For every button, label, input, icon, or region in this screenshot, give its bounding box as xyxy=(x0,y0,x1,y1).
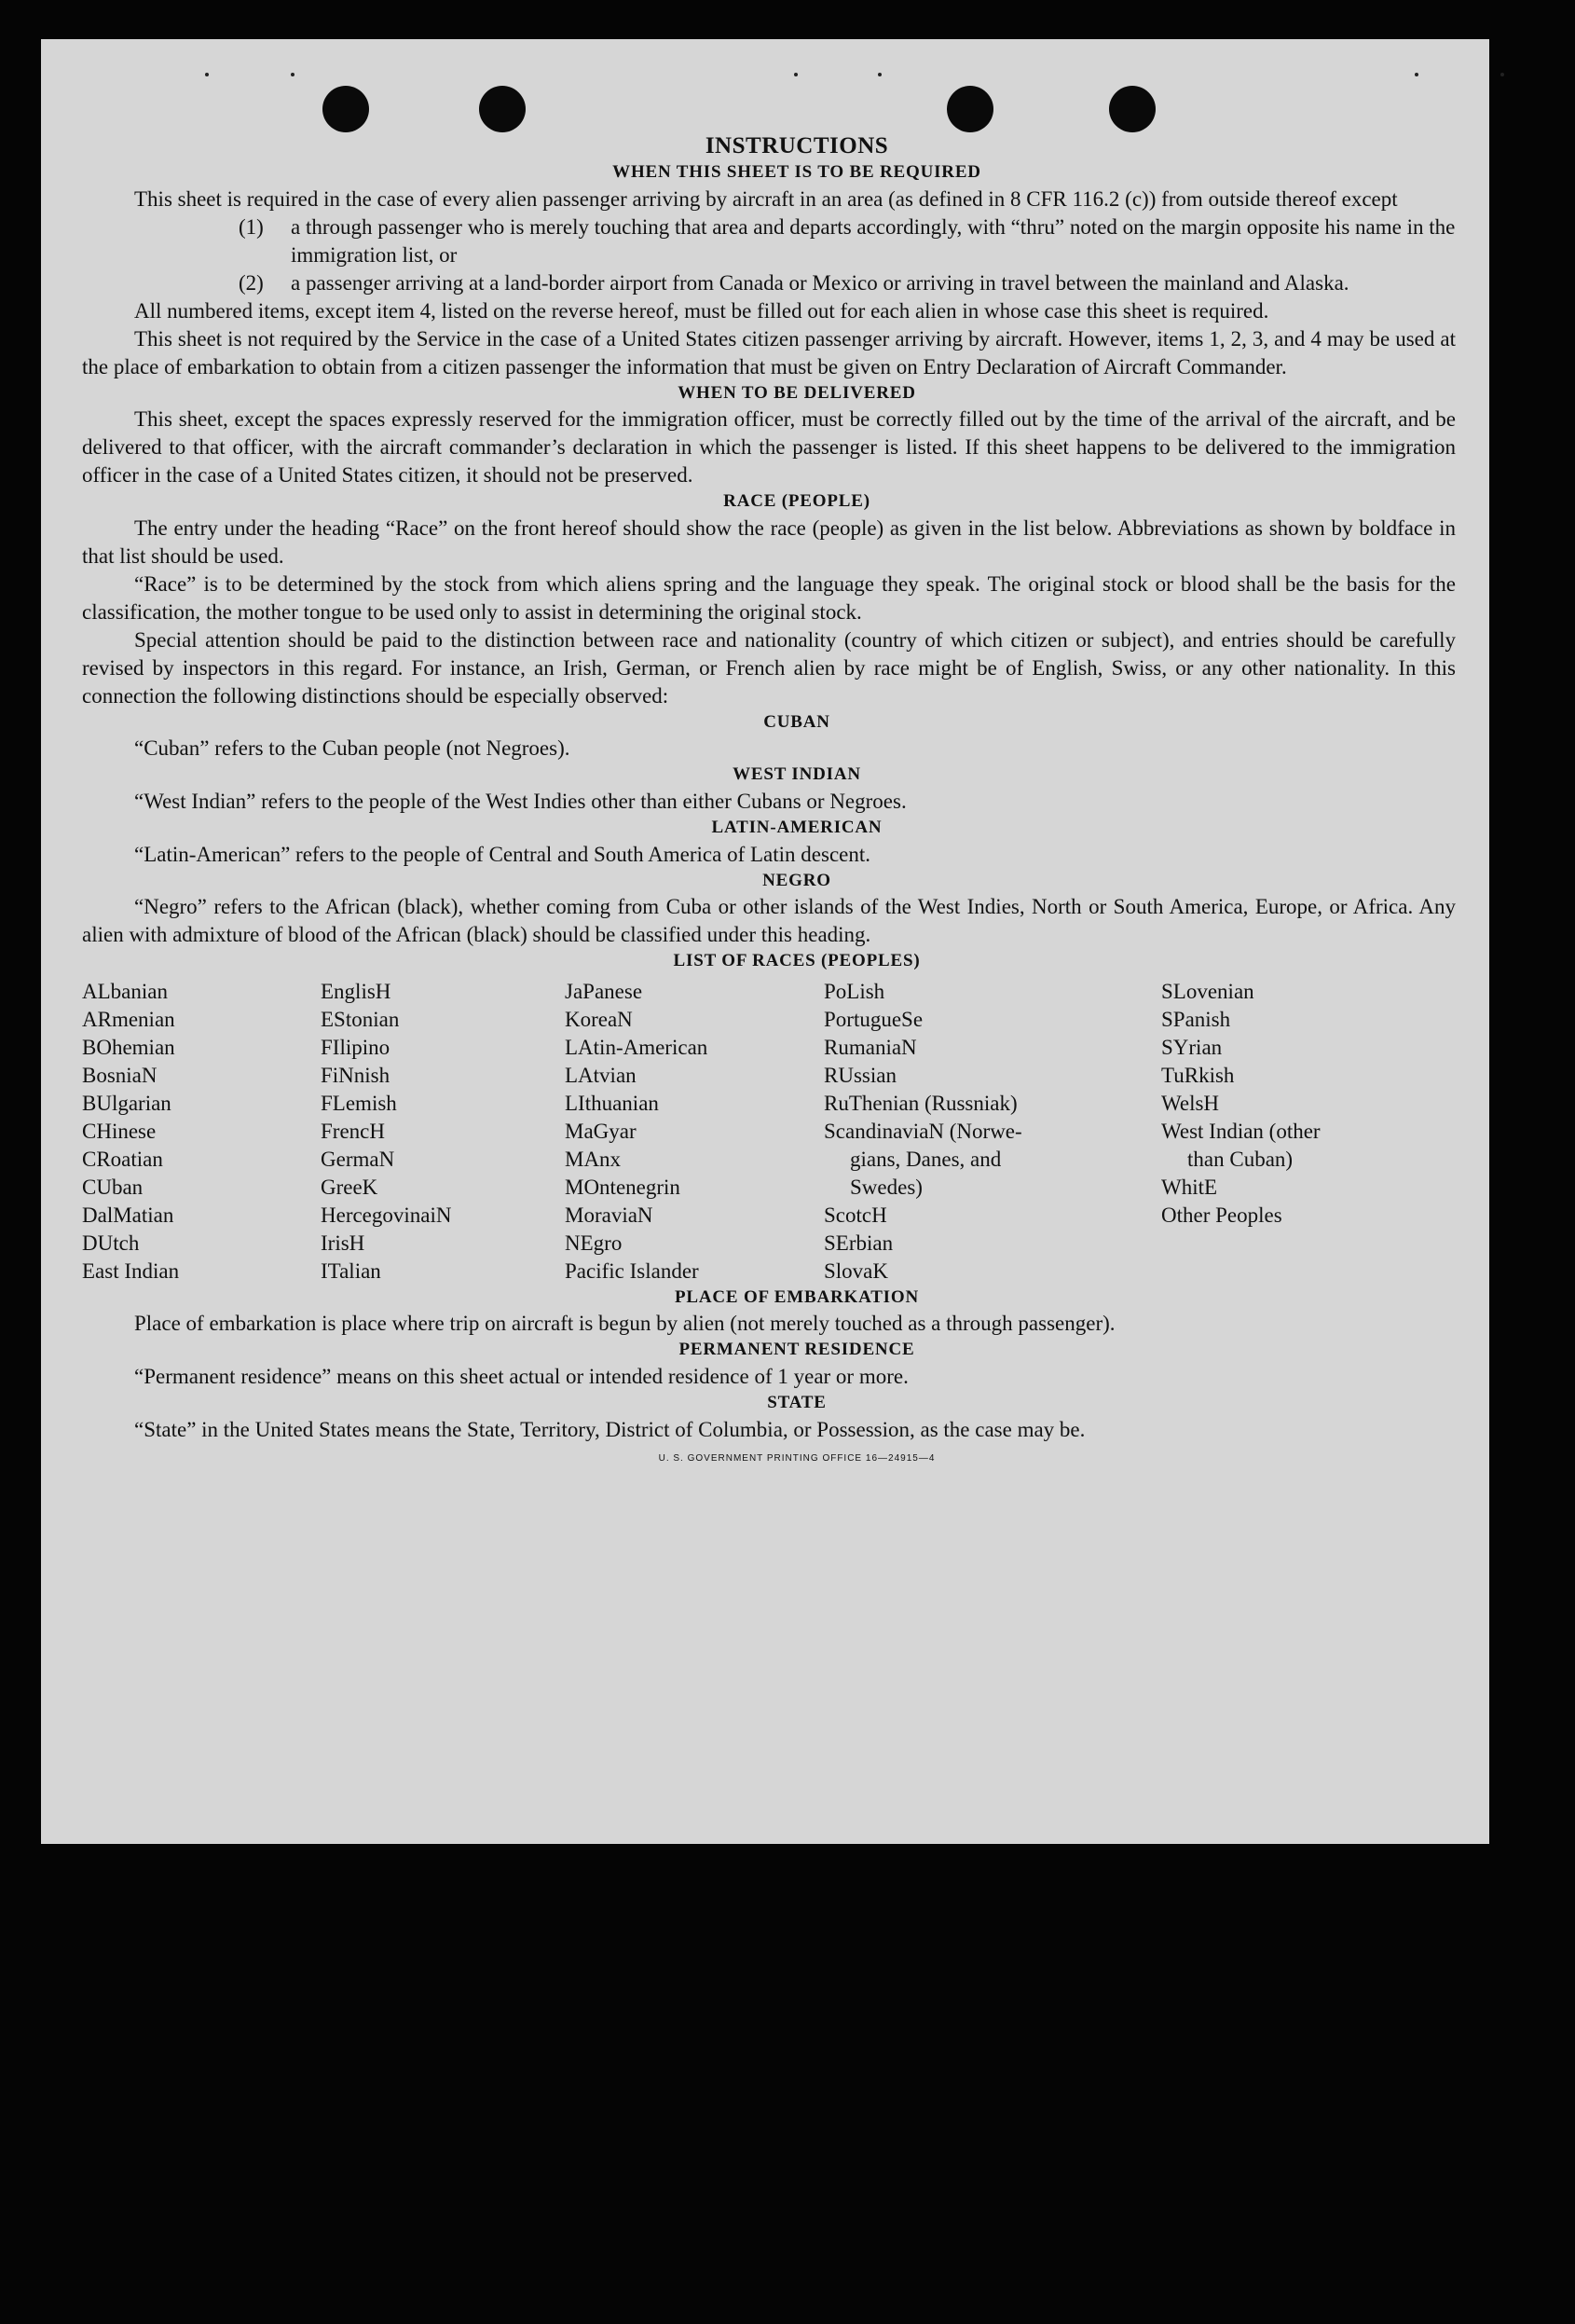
punch-hole xyxy=(1109,86,1156,132)
race-item: SlovaK xyxy=(824,1258,888,1283)
section-heading-embarkation: PLACE OF EMBARKATION xyxy=(675,1286,919,1307)
race-item: ScotcH xyxy=(824,1203,887,1227)
speck xyxy=(878,73,882,76)
race-item: WhitE xyxy=(1161,1175,1218,1199)
race-item: EStonian xyxy=(321,1007,400,1031)
race-item: BOhemian xyxy=(82,1035,175,1059)
race-item: RuThenian (Russniak) xyxy=(824,1091,1018,1115)
race-column xyxy=(1161,978,1376,1286)
race-item: RumaniaN xyxy=(824,1035,917,1059)
race-item: East Indian xyxy=(82,1258,180,1283)
list-item: (1) a through passenger who is merely touching that area and departs accordingly, with “thru” noted on the margin opposite his name in the immigration list, or xyxy=(239,214,1456,267)
race-item: SLovenian xyxy=(1161,979,1254,1003)
race-item: Other Peoples xyxy=(1161,1203,1282,1227)
race-item: ARmenian xyxy=(82,1007,175,1031)
race-item: NEgro xyxy=(565,1231,623,1255)
race-item: DalMatian xyxy=(82,1203,174,1227)
race-item: Pacific Islander xyxy=(565,1258,699,1283)
race-item: GreeK xyxy=(321,1175,378,1199)
race-item: BUlgarian xyxy=(82,1091,171,1115)
section-heading-residence: PERMANENT RESIDENCE xyxy=(678,1340,915,1360)
race-item: LIthuanian xyxy=(565,1091,659,1115)
race-item: LAtin-American xyxy=(565,1035,708,1059)
race-item: ALbanian xyxy=(82,979,168,1003)
race-item: IrisH xyxy=(321,1231,365,1255)
race-item: than Cuban) xyxy=(1187,1147,1294,1171)
paragraph: “State” in the United States means the State, Territory, District of Columbia, or Possession, as the case may be. xyxy=(134,1417,1086,1441)
page-title: INSTRUCTIONS xyxy=(705,133,889,158)
race-item: West Indian (other xyxy=(1161,1119,1321,1143)
paragraph: “Cuban” refers to the Cuban people (not Negroes). xyxy=(134,736,570,761)
race-item: FrencH xyxy=(321,1119,385,1143)
race-column xyxy=(82,978,321,1286)
paragraph: “Latin-American” refers to the people of Central and South America of Latin descent. xyxy=(134,842,870,866)
paragraph: All numbered items, except item 4, listed on the reverse hereof, must be filled out for each alien in whose case this sheet is required. xyxy=(134,298,1269,323)
race-item: GermaN xyxy=(321,1147,395,1171)
paragraph: This sheet, except the spaces expressly reserved for the immigration officer, must be correctly filled out by the time of the arrival of the aircraft, and be delivered to that officer, with the aircraft commander’s declaration in which the passenger is listed. If this sheet happens to be delivered to the immigration officer in the case of a United States citizen, it should not be preserved. xyxy=(82,407,1456,488)
paragraph: Place of embarkation is place where trip on aircraft is begun by alien (not merely touched as a through passenger). xyxy=(134,1312,1116,1336)
speck xyxy=(291,73,294,76)
race-item: DUtch xyxy=(82,1231,140,1255)
section-heading-negro: NEGRO xyxy=(762,870,831,890)
punch-hole xyxy=(947,86,993,132)
race-item: CUban xyxy=(82,1175,144,1199)
section-heading-west-indian: WEST INDIAN xyxy=(733,764,861,785)
race-item: CHinese xyxy=(82,1119,157,1143)
race-item: RUssian xyxy=(824,1063,897,1087)
speck xyxy=(205,73,209,76)
race-item: Swedes) xyxy=(850,1175,923,1199)
race-item: FLemish xyxy=(321,1091,397,1115)
race-item: EnglisH xyxy=(321,979,391,1003)
race-item: JaPanese xyxy=(565,979,643,1003)
race-list xyxy=(82,978,1456,1286)
list-item: (2) a passenger arriving at a land-border airport from Canada or Mexico or arriving in travel between the mainland and Alaska. xyxy=(239,270,1349,295)
race-item: FIlipino xyxy=(321,1035,390,1059)
race-item: MoraviaN xyxy=(565,1203,653,1227)
paragraph: The entry under the heading “Race” on the front hereof should show the race (people) as given in the list below. Abbreviations as shown by boldface in that list should be used. xyxy=(82,516,1456,568)
paragraph: Special attention should be paid to the distinction between race and nationality (country of which citizen or subject), and entries should be carefully revised by inspectors in this regard. For instance, an Irish, German, or French alien by race might be of English, Swiss, or any other nationality. In this connection the following distinctions should be especially observed: xyxy=(82,627,1456,708)
race-item: HercegovinaiN xyxy=(321,1203,452,1227)
punch-hole xyxy=(479,86,526,132)
printer-imprint: U. S. GOVERNMENT PRINTING OFFICE 16—24915—4 xyxy=(658,1452,936,1464)
race-item: SPanish xyxy=(1161,1007,1231,1031)
section-heading-cuban: CUBAN xyxy=(763,711,830,732)
exception-list xyxy=(138,213,1456,297)
paragraph: This sheet is not required by the Service in the case of a United States citizen passenger arriving by aircraft. However, items 1, 2, 3, and 4 may be used at the place of embarkation to obtain from a citizen passenger the information that must be given on Entry Declaration of Aircraft Commander. xyxy=(82,326,1456,378)
race-item: ScandinaviaN (Norwe- xyxy=(824,1119,1022,1143)
race-item: MAnx xyxy=(565,1147,622,1171)
race-item: FiNnish xyxy=(321,1063,390,1087)
race-column xyxy=(565,978,824,1286)
race-item: MOntenegrin xyxy=(565,1175,680,1199)
race-item: MaGyar xyxy=(565,1119,637,1143)
instruction-sheet xyxy=(41,39,1489,1844)
race-item: gians, Danes, and xyxy=(850,1147,1002,1171)
race-item: SYrian xyxy=(1161,1035,1223,1059)
race-item: CRoatian xyxy=(82,1147,163,1171)
paragraph: “West Indian” refers to the people of the West Indies other than either Cubans or Negroes. xyxy=(134,789,907,813)
paragraph: “Race” is to be determined by the stock from which aliens spring and the language they speak. The original stock or blood shall be the basis for the classification, the mother tongue to be used only to assist in determining the original stock. xyxy=(82,571,1456,624)
race-item: WelsH xyxy=(1161,1091,1220,1115)
section-heading-race-list: LIST OF RACES (PEOPLES) xyxy=(673,951,921,971)
section-heading-required: WHEN THIS SHEET IS TO BE REQUIRED xyxy=(612,162,981,182)
race-item: KoreaN xyxy=(565,1007,633,1031)
race-column xyxy=(321,978,565,1286)
speck xyxy=(1500,73,1504,76)
race-item: BosniaN xyxy=(82,1063,158,1087)
race-item: TuRkish xyxy=(1161,1063,1235,1087)
paragraph: “Permanent residence” means on this sheet actual or intended residence of 1 year or more. xyxy=(134,1364,909,1388)
section-heading-state: STATE xyxy=(767,1392,827,1412)
punch-hole xyxy=(322,86,369,132)
section-heading-race: RACE (PEOPLE) xyxy=(723,491,870,512)
paragraph: “Negro” refers to the African (black), whether coming from Cuba or other islands of the West Indies, North or South America, Europe, or Africa. Any alien with admixture of blood of the African (black) should be classified under this heading. xyxy=(82,895,1456,947)
race-item: ITalian xyxy=(321,1258,381,1283)
section-heading-latin-american: LATIN-AMERICAN xyxy=(711,817,883,837)
section-heading-delivered: WHEN TO BE DELIVERED xyxy=(678,382,916,403)
race-item: PortugueSe xyxy=(824,1007,924,1031)
speck xyxy=(1415,73,1418,76)
race-column xyxy=(824,978,1161,1286)
race-item: LAtvian xyxy=(565,1063,637,1087)
race-item: SErbian xyxy=(824,1231,894,1255)
race-item: PoLish xyxy=(824,979,885,1003)
speck xyxy=(794,73,798,76)
paragraph: This sheet is required in the case of every alien passenger arriving by aircraft in an area (as defined in 8 CFR 116.2 (c)) from outside thereof except xyxy=(134,186,1398,211)
